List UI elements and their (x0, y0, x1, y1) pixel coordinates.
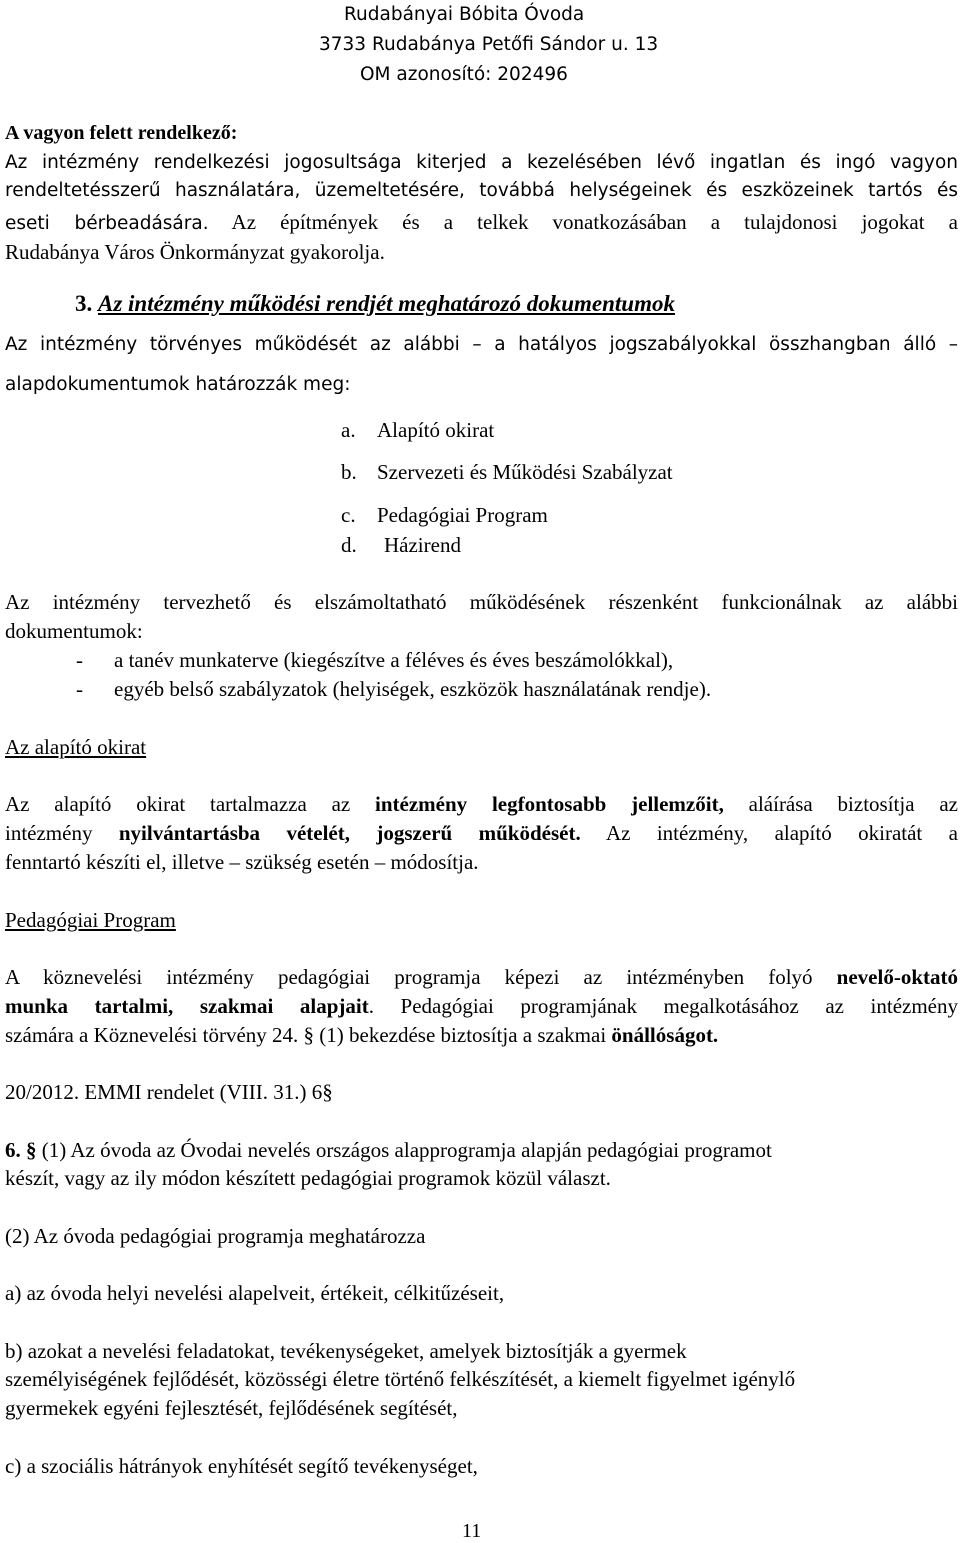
section-title: Az intézmény működési rendjét meghatározó dokumentumok (98, 291, 675, 316)
header-address: 3733 Rudabánya Petőfi Sándor u. 13 (319, 34, 659, 55)
list-item: Szervezeti és Működési Szabályzat (377, 460, 673, 484)
subheading-pedagogical-program: Pedagógiai Program (5, 908, 176, 932)
para-line: eseti bérbeadására. Az építmények és a telkek vonatkozásában a tulajdonosi jogokat a (5, 210, 958, 234)
para-line: alapdokumentumok határozzák meg: (5, 374, 351, 395)
para-line: Az intézmény rendelkezési jogosultsága kiterjed a kezelésében lévő ingatlan és ingó vagyon (5, 152, 958, 173)
list-item-marker: d. (341, 533, 357, 557)
para-line: Az alapító okirat tartalmazza az intézmény legfontosabb jellemzőit, aláírása biztosítja az (5, 792, 958, 816)
para-line: Az intézmény tervezhető és elszámoltatható működésének részenként funkcionálnak az alábbi (5, 590, 958, 614)
para-line: készít, vagy az ily módon készített pedagógiai programok közül választ. (5, 1166, 611, 1190)
section-number: 3. (75, 291, 93, 316)
list-item: Pedagógiai Program (377, 503, 548, 527)
para-line: Rudabánya Város Önkormányzat gyakorolja. (5, 240, 385, 264)
bullet-dash: - (76, 677, 83, 701)
list-item: Házirend (384, 533, 461, 557)
para-line: Az intézmény törvényes működését az alábbi – a hatályos jogszabályokkal összhangban álló – (5, 334, 958, 355)
para-line: a) az óvoda helyi nevelési alapelveit, értékeit, célkitűzéseit, (5, 1281, 505, 1305)
section-title-asset-manager: A vagyon felett rendelkező: (5, 122, 238, 144)
para-line: rendeltetésszerű használatára, üzemeltetésére, továbbá helységeinek és eszközeinek tartós és (5, 180, 958, 201)
para-line: számára a Köznevelési törvény 24. § (1) bekezdése biztosítja a szakmai önállóságot. (5, 1023, 719, 1047)
para-line: intézmény nyilvántartásba vételét, jogszerű működését. Az intézmény, alapító okiratát a (5, 821, 958, 845)
list-item-marker: b. (341, 460, 357, 484)
para-line: 6. § (1) Az óvoda az Óvodai nevelés országos alapprogramja alapján pedagógiai programot (5, 1138, 772, 1162)
bullet-item: a tanév munkaterve (kiegészítve a féléves és éves beszámolókkal), (114, 648, 674, 672)
para-line: c) a szociális hátrányok enyhítését segítő tevékenységet, (5, 1454, 478, 1478)
header-institution-name: Rudabányai Bóbita Óvoda (344, 4, 585, 25)
bullet-dash: - (76, 648, 83, 672)
para-line: fenntartó készíti el, illetve – szükség esetén – módosítja. (5, 850, 479, 874)
para-line: b) azokat a nevelési feladatokat, tevékenységeket, amelyek biztosítják a gyermek (5, 1339, 687, 1363)
bullet-item: egyéb belső szabályzatok (helyiségek, eszközök használatának rendje). (114, 677, 712, 701)
para-line: személyiségének fejlődését, közösségi életre történő felkészítését, a kiemelt figyelmet igénylő (5, 1367, 796, 1391)
regulation-reference: 20/2012. EMMI rendelet (VIII. 31.) 6§ (5, 1080, 333, 1104)
subheading-founding-document: Az alapító okirat (5, 735, 147, 759)
para-line: dokumentumok: (5, 619, 143, 643)
section-3-heading (75, 291, 675, 317)
page-number: 11 (462, 1520, 482, 1542)
list-item: Alapító okirat (377, 418, 495, 442)
para-line: A köznevelési intézmény pedagógiai programja képezi az intézményben folyó nevelő-oktató (5, 965, 958, 989)
para-line: (2) Az óvoda pedagógiai programja meghatározza (5, 1224, 426, 1248)
para-line: gyermekek egyéni fejlesztését, fejlődésének segítését, (5, 1396, 458, 1420)
header-om-id: OM azonosító: 202496 (360, 64, 568, 85)
list-item-marker: c. (341, 503, 356, 527)
para-line: munka tartalmi, szakmai alapjait. Pedagógiai programjának megalkotásához az intézmény (5, 994, 958, 1018)
list-item-marker: a. (341, 418, 356, 442)
